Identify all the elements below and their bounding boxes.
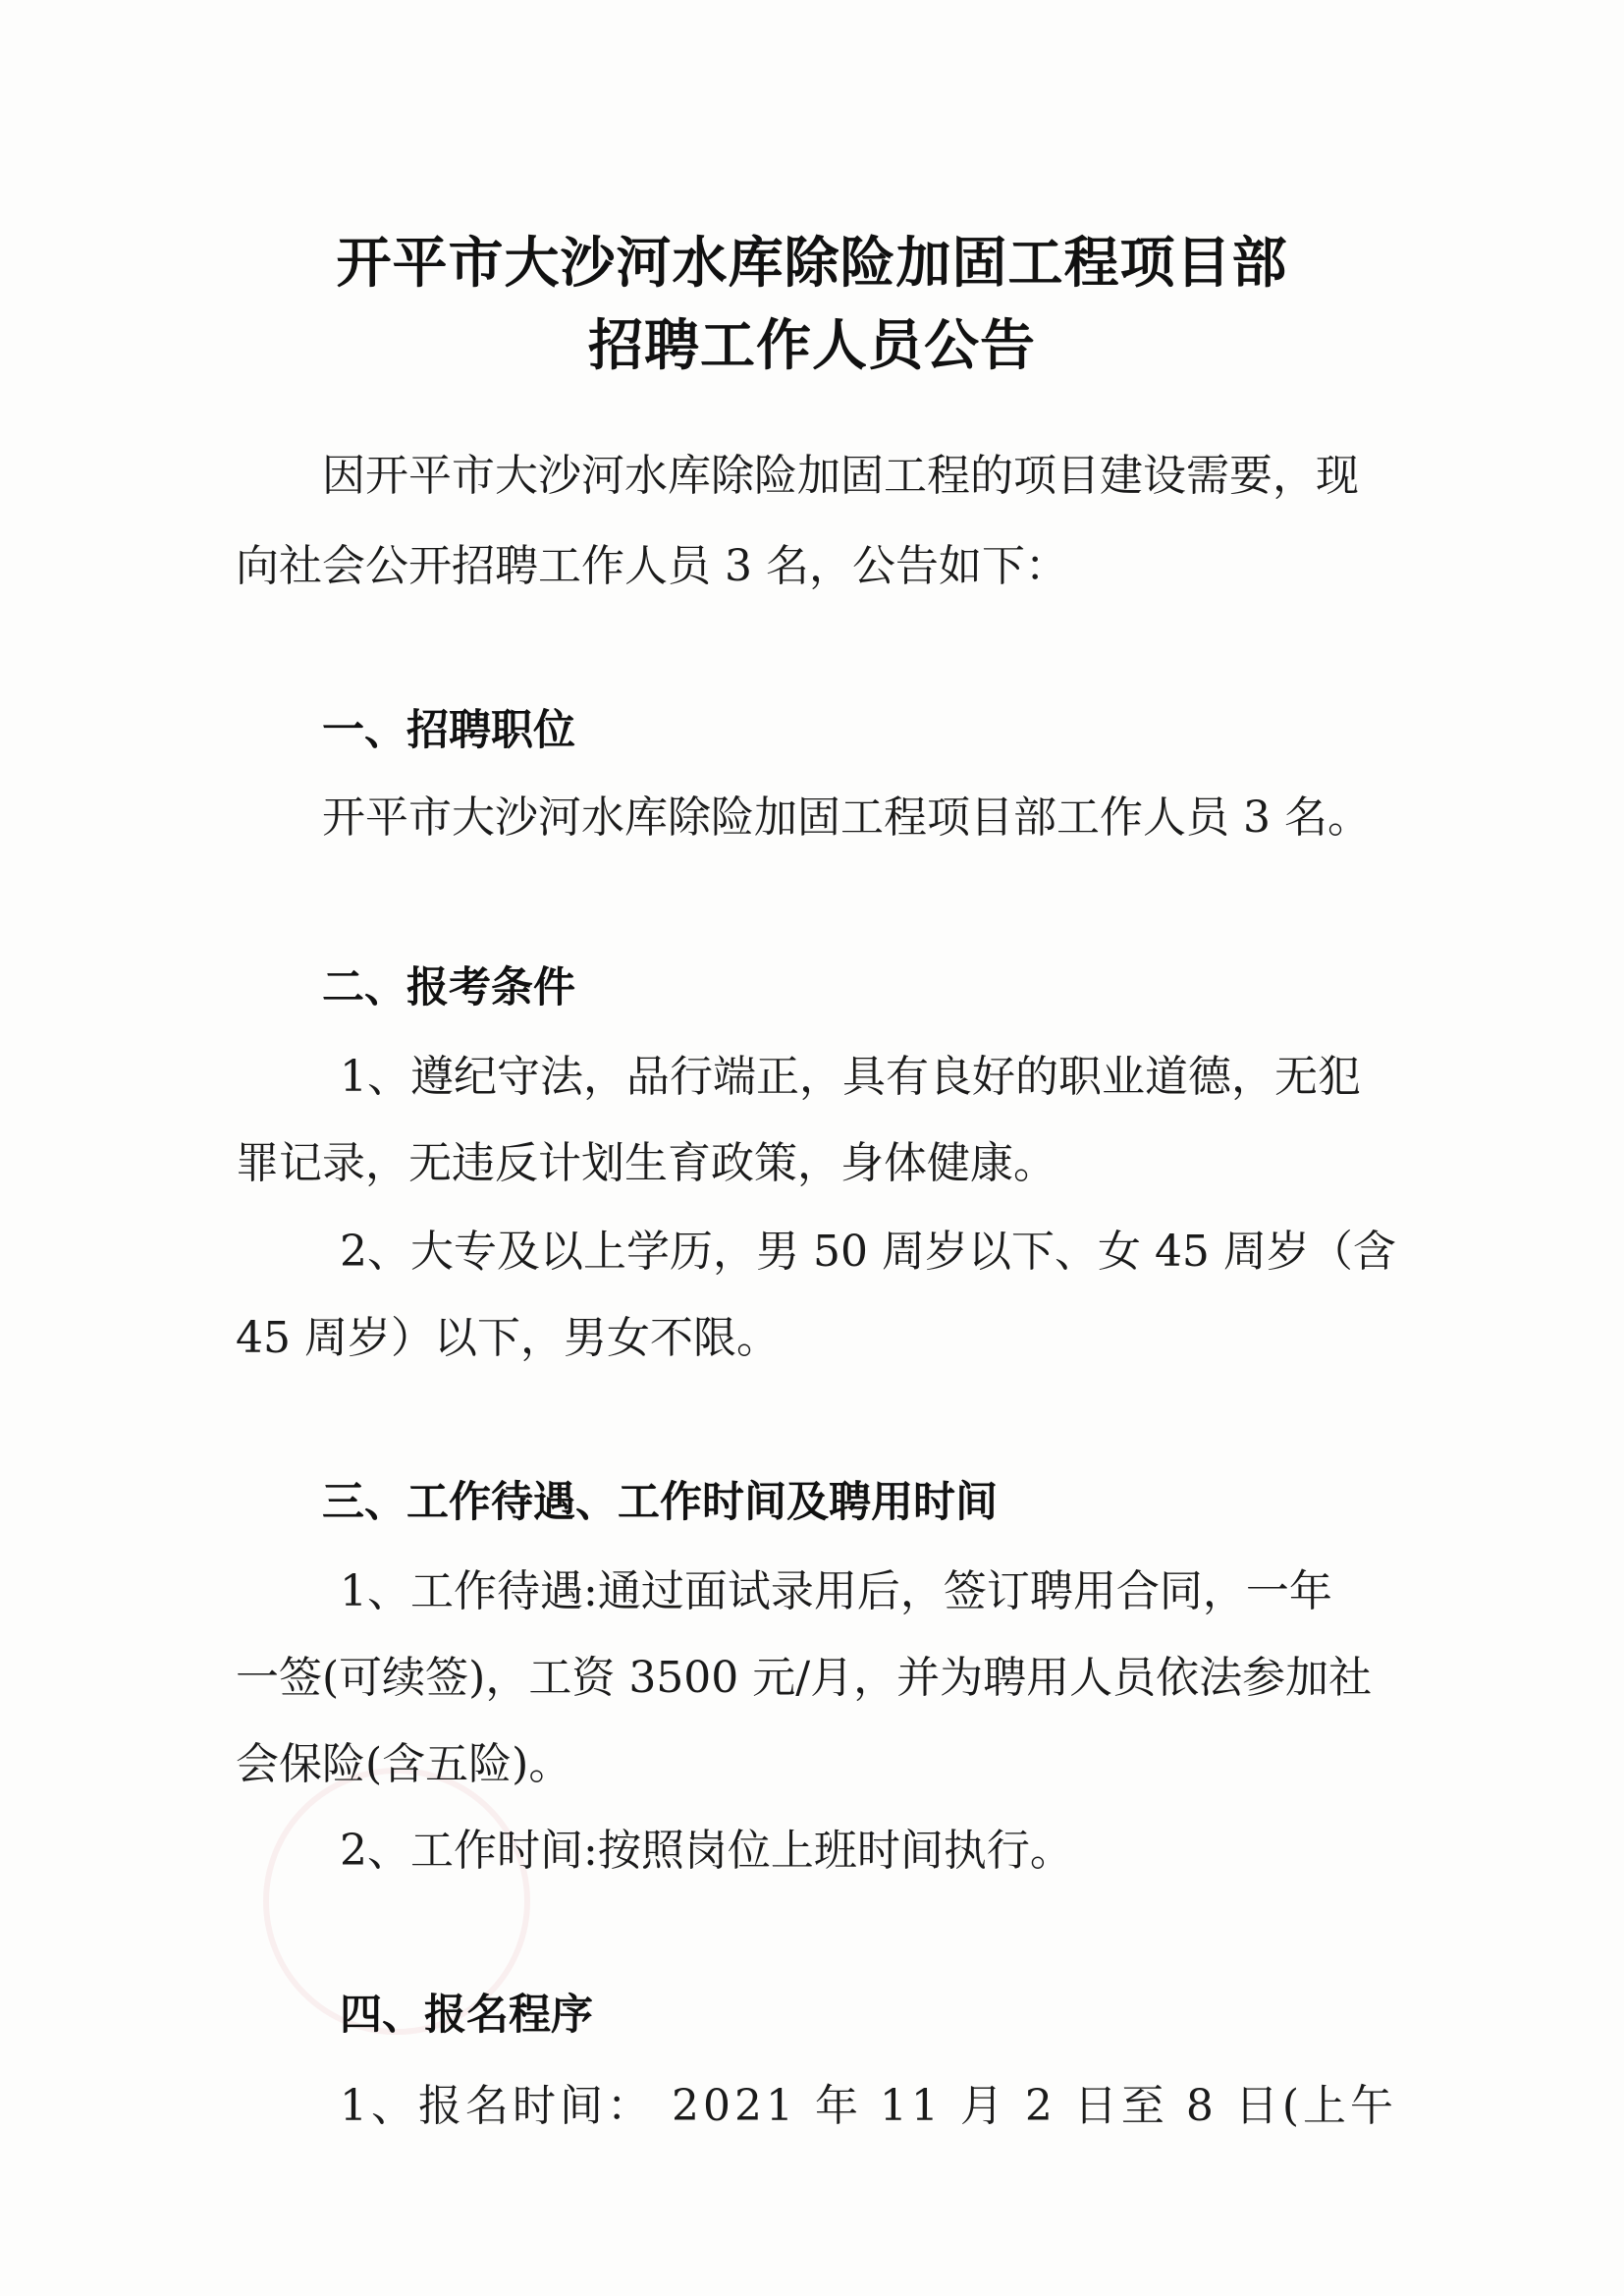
intro-line-1: 因开平市大沙河水库除险加固工程的项目建设需要，现 (322, 451, 1359, 501)
section-3-item-1-line-3: 会保险(含五险)。 (236, 1739, 572, 1789)
section-1-heading: 一、招聘职位 (322, 706, 575, 755)
section-3-heading: 三、工作待遇、工作时间及聘用时间 (322, 1478, 998, 1527)
intro-line-2: 向社会公开招聘工作人员 3 名，公告如下： (236, 541, 1068, 591)
section-1-line-1: 开平市大沙河水库除险加固工程项目部工作人员 3 名。 (322, 793, 1371, 843)
section-2-item-2-line-2: 45 周岁）以下，男女不限。 (236, 1313, 780, 1363)
section-2-heading: 二、报考条件 (322, 963, 575, 1012)
document-title-line-2: 招聘工作人员公告 (588, 314, 1036, 378)
section-2-item-1-line-1: 1、遵纪守法，品行端正，具有良好的职业道德，无犯 (340, 1052, 1361, 1102)
section-3-item-2-line-1: 2、工作时间:按照岗位上班时间执行。 (340, 1826, 1073, 1876)
section-2-item-1-line-2: 罪记录，无违反计划生育政策，身体健康。 (236, 1138, 1056, 1188)
section-3-item-1-line-2: 一签(可续签)，工资 3500 元/月，并为聘用人员依法参加社 (236, 1653, 1373, 1703)
section-3-item-1-line-1: 1、工作待遇:通过面试录用后，签订聘用合同，一年 (340, 1566, 1332, 1616)
section-4-item-1-line-1: 1、报名时间： 2021 年 11 月 2 日至 8 日(上午 (340, 2081, 1398, 2131)
document-title-line-1: 开平市大沙河水库除险加固工程项目部 (336, 232, 1288, 296)
section-2-item-2-line-1: 2、大专及以上学历，男 50 周岁以下、女 45 周岁（含 (340, 1227, 1396, 1277)
section-4-heading: 四、报名程序 (340, 1991, 593, 2040)
